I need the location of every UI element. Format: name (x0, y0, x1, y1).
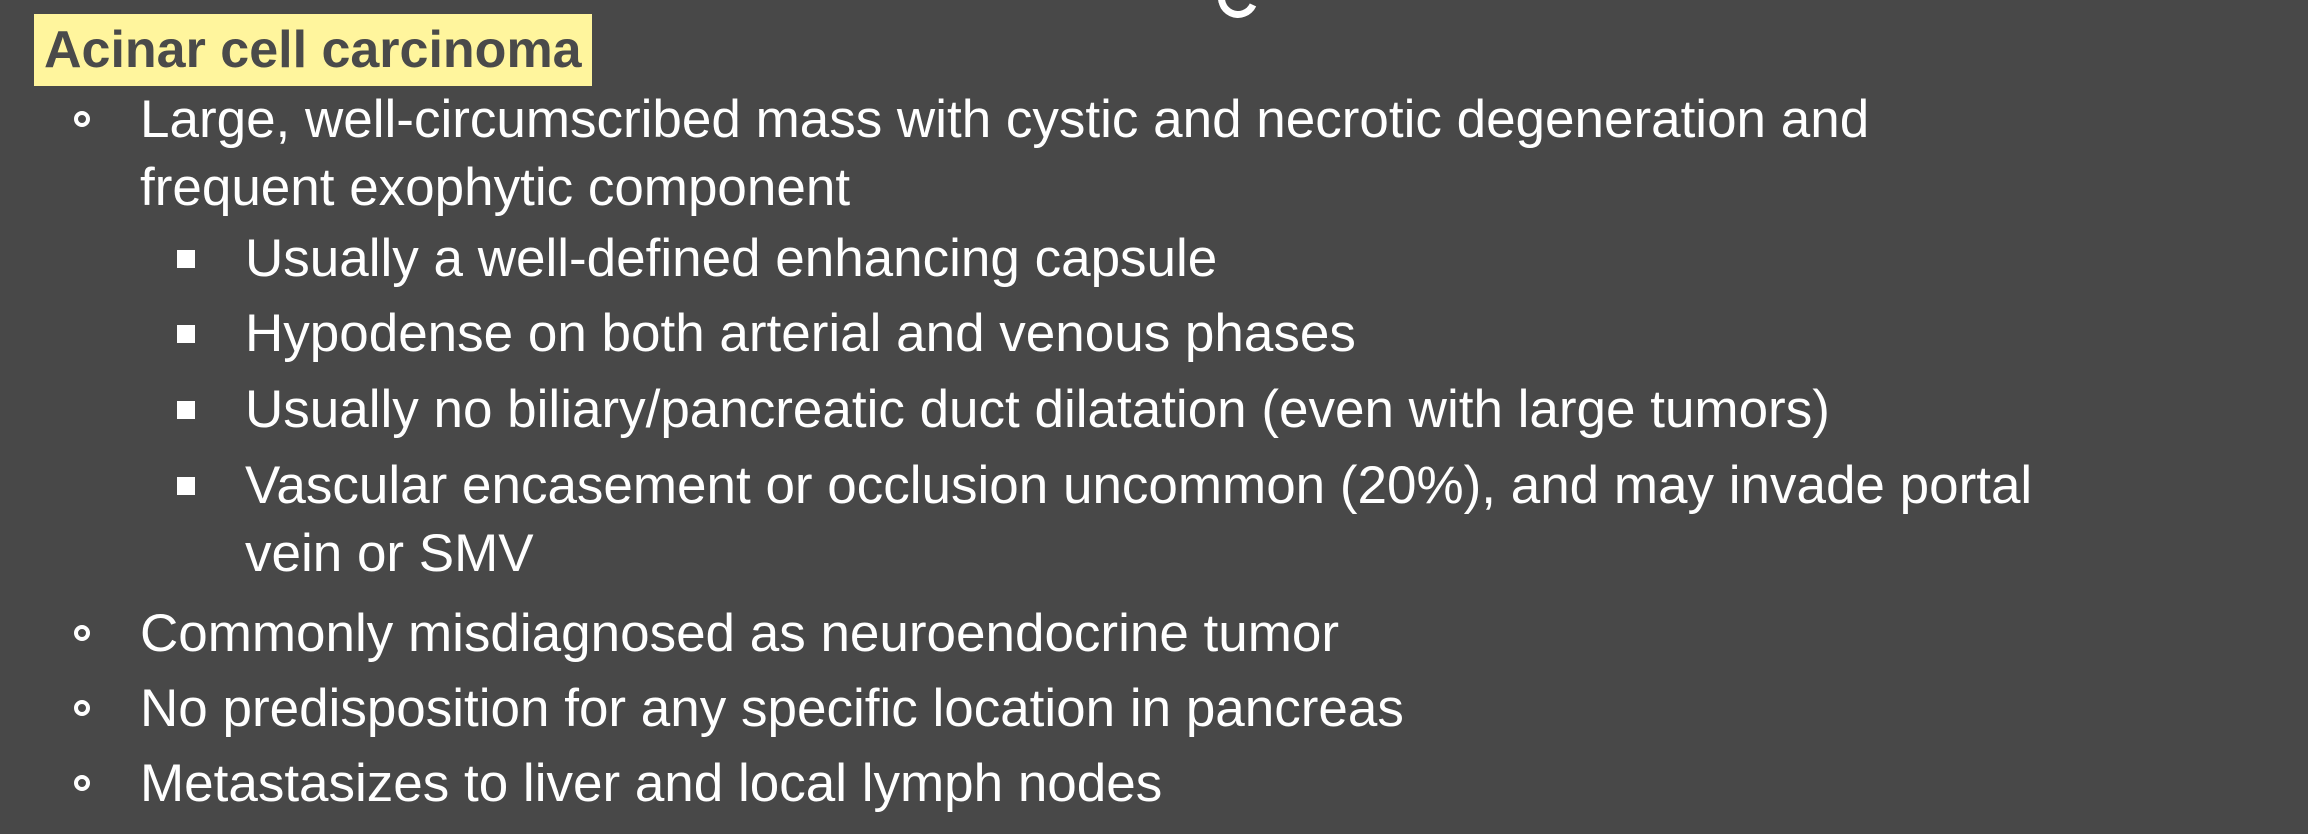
bullet-item-location (140, 675, 1404, 743)
bullet-text-line1: Large, well-circumscribed mass with cystic and necrotic degeneration and (140, 90, 1870, 149)
sub-bullet-capsule (245, 225, 1217, 293)
section-heading: Acinar cell carcinoma (34, 14, 592, 86)
square-bullet-icon (177, 477, 195, 495)
bullet-item-metastasizes (140, 750, 1162, 818)
hollow-circle-bullet-icon (74, 111, 90, 127)
cut-off-title-fragment (1212, 0, 1263, 24)
square-bullet-icon (177, 325, 195, 343)
sub-bullet-text-line1: Vascular encasement or occlusion uncommon (20%), and may invade portal (245, 456, 2033, 515)
sub-bullet-vascular-encasement (245, 452, 2032, 588)
sub-bullet-text: Hypodense on both arterial and venous phases (245, 304, 1356, 363)
sub-bullet-text-line2: vein or SMV (245, 524, 534, 583)
bullet-item-misdiagnosed (140, 600, 1339, 668)
bullet-text: Commonly misdiagnosed as neuroendocrine tumor (140, 604, 1339, 663)
hollow-circle-bullet-icon (74, 700, 90, 716)
hollow-circle-bullet-icon (74, 625, 90, 641)
bullet-text-line2: frequent exophytic component (140, 158, 851, 217)
bullet-text: No predisposition for any specific location in pancreas (140, 679, 1404, 738)
bullet-text: Metastasizes to liver and local lymph nodes (140, 754, 1163, 813)
bullet-item-mass-description (140, 86, 1869, 222)
sub-bullet-hypodense (245, 300, 1356, 368)
sub-bullet-text: Usually a well-defined enhancing capsule (245, 229, 1218, 288)
hollow-circle-bullet-icon (74, 775, 90, 791)
sub-bullet-text: Usually no biliary/pancreatic duct dilatation (even with large tumors) (245, 380, 1830, 439)
square-bullet-icon (177, 401, 195, 419)
sub-bullet-duct-dilatation (245, 376, 1830, 444)
square-bullet-icon (177, 250, 195, 268)
